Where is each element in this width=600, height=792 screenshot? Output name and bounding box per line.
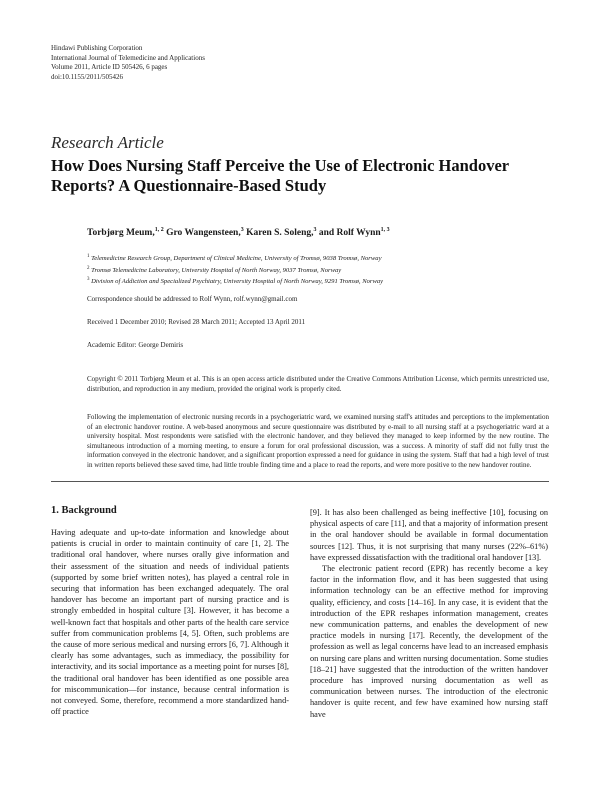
affiliation-number: 3: [87, 277, 90, 283]
author-affil-mark: 1, 3: [380, 227, 390, 233]
section-divider: [51, 481, 549, 482]
section-heading: 1. Background: [51, 505, 117, 516]
correspondence: Correspondence should be addressed to Rolf Wynn, rolf.wynn@gmail.com: [87, 295, 298, 303]
doi-line: doi:10.1155/2011/505426: [51, 72, 124, 81]
affiliation-number: 2: [87, 265, 90, 271]
author-list: [87, 227, 390, 238]
right-column: [310, 507, 548, 720]
article-type: Research Article: [51, 133, 164, 152]
paragraph: Having adequate and up-to-date information and knowledge about patients is crucial in order to maintain continuity of care [1, 2]. The traditional oral handover, where nurses orally give information and their assessment of the situation and needs of individual patients (supported by some brief written notes), has played a central role in securing that information has been exchanged adequately. The oral handover has become an important part of nursing practice and is strongly embedded in hospital culture [3]. However, it has become a well-known fact that hospitals and other parts of the health care service suffer from communication problems [4, 5]. Often, such problems are the cause of more serious medical and nursing errors [6, 7]. Although it clearly has some advantages, such as immediacy, the possibility for interactivity, and its social importance as a meeting point for nurses [8], the traditional oral handover has been identified as one possible area for miscommunication—for instance, because central information is not conveyed. Some, therefore, recommend a more standardized hand-off practice: [51, 528, 289, 717]
paragraph: [9]. It has also been challenged as being ineffective [10], focusing on physical aspects of care [11], and that a majority of information present in the oral handover should be available in formal documentation sources [12]. Thus, it is not surprising that many nurses (22%–61%) have expressed dissatisfaction with the traditional oral handover [13].: [310, 508, 548, 562]
article-dates: Received 1 December 2010; Revised 28 March 2011; Accepted 13 April 2011: [87, 318, 306, 326]
affiliation-text: Tromsø Telemedicine Laboratory, University Hospital of North Norway, 9037 Tromsø, Norway: [91, 266, 342, 274]
affiliation-text: Division of Addiction and Specialized Psychiatry, University Hospital of North Norway, 9291 Tromsø, Norway: [91, 278, 384, 286]
author-name: Karen S. Soleng,: [243, 228, 314, 239]
abstract: Following the implementation of electronic nursing records in a psychogeriatric ward, we examined nursing staff's attitudes and perceptions to the implementation of an electronic handover routine. A web-based anonymous and secure questionnaire was distributed by e-mail to all nursing staff at a psychogeriatric ward at a university hospital. Most respondents were satisfied with the electronic handover, and they believed they managed to keep informed by the new routine. The simultaneous introduction of a morning meeting, to ensure a forum for oral professional discussion, was a success. A minority of staff did not fully trust the information conveyed in the electronic handover, and a significant proportion expressed a need for guidance in using the system. Staff that had a high level of trust in written reports believed these saved time, had little trouble finding time and a place to read the reports, and were more positive to the new handover routine.: [87, 413, 549, 469]
journal-header: [51, 44, 205, 82]
affiliation-number: 1: [87, 254, 90, 259]
author-affil-mark: 3: [313, 227, 317, 233]
paper-title: How Does Nursing Staff Perceive the Use of Electronic Handover Reports? A Questionnaire-Based Study: [51, 156, 509, 195]
affiliations: [87, 252, 383, 287]
paragraph: The electronic patient record (EPR) has recently become a key factor in the information flow, and it has been suggested that using information technology can be an effective method for improving quality, efficiency, and costs [14–16]. In any case, it is evident that the introduction of the EPR reshapes information management, creates new communication patterns, and enables the development of new practice models in nursing [17]. Recently, the development of the profession as well as legal concerns have lead to an increased emphasis on nursing care plans and written nursing documentation. Some studies [18–21] have suggested that the introduction of the written handover procedure has improved nursing documentation as well as communication between nurses. The introduction of the electronic handover is quite recent, and few have examined how nursing staff have: [310, 564, 548, 719]
affiliation: [87, 252, 383, 264]
volume-line: Volume 2011, Article ID 505426, 6 pages: [51, 63, 168, 71]
affiliation: [87, 275, 383, 287]
author-name: and Rolf Wynn: [316, 228, 381, 239]
author-affil-mark: 3: [240, 227, 244, 233]
affiliation: [87, 264, 383, 276]
publisher-line: Hindawi Publishing Corporation: [51, 44, 143, 52]
author-affil-mark: 1, 2: [154, 227, 164, 233]
copyright-notice: Copyright © 2011 Torbjørg Meum et al. This is an open access article distributed under the Creative Commons Attribution License, which permits unrestricted use, distribution, and reproduction in any medium, provided the original work is properly cited.: [87, 375, 549, 393]
affiliation-text: Telemedicine Research Group, Department of Clinical Medicine, University of Tromsø, 9038 Tromsø, Norway: [91, 255, 382, 263]
author-name: Torbjørg Meum,: [87, 228, 155, 239]
journal-line: International Journal of Telemedicine and Applications: [51, 53, 205, 62]
author-name: Gro Wangensteen,: [163, 228, 241, 239]
academic-editor: Academic Editor: George Demiris: [87, 341, 184, 349]
left-column: [51, 527, 289, 717]
